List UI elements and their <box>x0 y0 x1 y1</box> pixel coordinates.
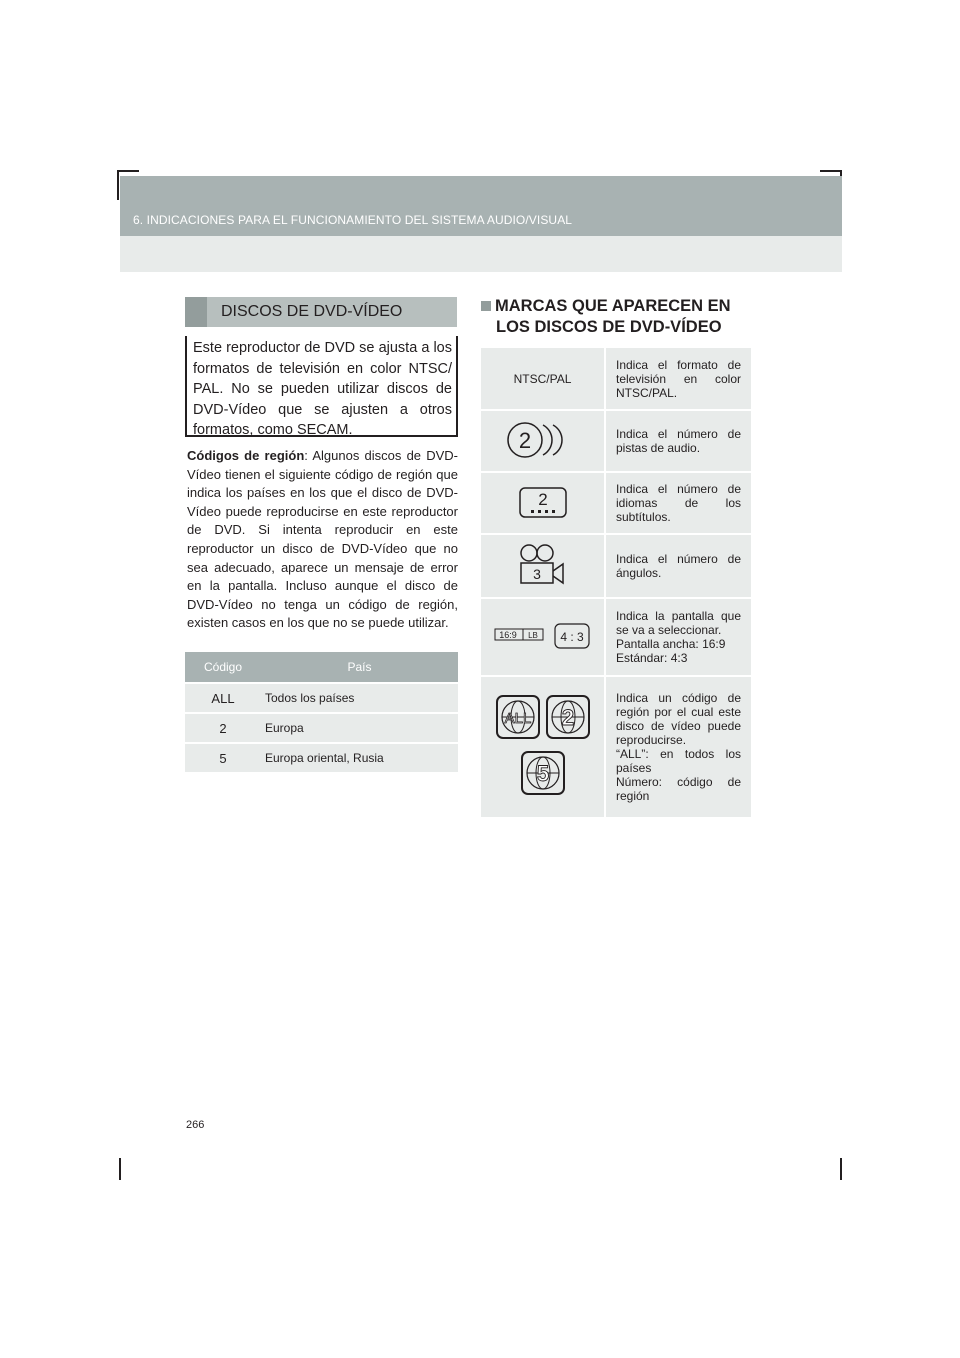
region-text: : Algunos discos de DVD-Vídeo tienen el siguiente código de región que indica los países en los que el disco de DVD-Vídeo puede reproducirse en este reproductor de DVD. Si intenta reproducir en este reproductor un disco de DVD-Vídeo que no sea adecuado, aparece un mensaje de error en la pantalla. Incluso aunque el disco de DVD-Vídeo no tenga un código de región, existen casos en los que no se puede utilizar. <box>187 448 458 631</box>
page-number: 266 <box>186 1119 205 1131</box>
camera-angles-icon <box>517 543 569 587</box>
column-header-country: País <box>261 652 458 683</box>
description-line: Estándar: 4:3 <box>616 651 688 665</box>
subtitles-icon <box>517 483 569 521</box>
globe-all-icon <box>497 696 539 738</box>
crop-mark <box>117 170 119 200</box>
crop-mark <box>119 1158 121 1180</box>
crop-mark <box>820 170 842 172</box>
intro-note: Este reproductor de DVD se ajusta a los formatos de televisión en color NTSC/ PAL. No se pueden utilizar discos de DVD-Vídeo que se ajusten a otros formatos, como SECAM. <box>185 336 458 437</box>
standard-label: 4 : 3 <box>559 629 584 644</box>
table-row <box>185 683 458 713</box>
header-subband <box>120 236 842 272</box>
region-label: Códigos de región <box>187 448 305 463</box>
chapter-title: 6. INDICACIONES PARA EL FUNCIONAMIENTO DEL SISTEMA AUDIO/VISUAL <box>133 213 573 227</box>
crop-mark <box>840 1158 842 1180</box>
table-row <box>481 676 751 818</box>
marks-heading <box>481 296 751 338</box>
code-cell: ALL <box>185 683 261 713</box>
table-row <box>481 348 751 410</box>
description-line: Pantalla ancha: 16:9 <box>616 637 726 651</box>
description-line: Número: código de región <box>616 775 741 803</box>
audio-tracks-number: 2 <box>518 427 531 453</box>
code-cell: 5 <box>185 743 261 773</box>
table-row <box>185 743 458 773</box>
widescreen-label: 16:9 <box>498 629 517 640</box>
square-bullet-icon <box>481 301 491 311</box>
mark-description <box>605 676 751 818</box>
table-row <box>185 713 458 743</box>
globe-all-label: ALL <box>504 709 531 727</box>
table-header-row <box>185 652 458 683</box>
description-line: Indica la pantalla que se va a seleccionar. <box>616 609 741 637</box>
country-cell: Europa oriental, Rusia <box>261 743 458 773</box>
globe-5-label: 5 <box>536 760 549 786</box>
audio-tracks-icon <box>503 418 583 462</box>
subtitles-number: 2 <box>537 489 548 509</box>
section-title-text: DISCOS DE DVD-VÍDEO <box>221 303 403 320</box>
screen-format-icon <box>493 620 593 652</box>
description-line: Indica un código de región por el cual este disco de vídeo puede reproducirse. <box>616 691 741 747</box>
region-table <box>185 652 458 774</box>
table-row <box>481 598 751 676</box>
angles-number: 3 <box>532 565 541 582</box>
country-cell: Todos los países <box>261 683 458 713</box>
ntsc-pal-mark: NTSC/PAL <box>481 348 605 410</box>
mark-description <box>605 598 751 676</box>
description-line: “ALL”: en todos los países <box>616 747 741 775</box>
region-globe-icon <box>493 694 593 798</box>
mark-description: Indica el número de pistas de audio. <box>605 410 751 472</box>
marks-heading-line1: MARCAS QUE APARECEN EN <box>495 297 731 315</box>
region-paragraph <box>187 447 458 633</box>
crop-mark <box>117 170 139 172</box>
table-row <box>481 534 751 598</box>
section-marker <box>185 297 207 327</box>
table-row <box>481 410 751 472</box>
section-title <box>185 297 457 327</box>
column-header-code: Código <box>185 652 261 683</box>
mark-description: Indica el número de idiomas de los subtítulos. <box>605 472 751 534</box>
country-cell: Europa <box>261 713 458 743</box>
marks-heading-line2: LOS DISCOS DE DVD-VÍDEO <box>496 318 722 336</box>
code-cell: 2 <box>185 713 261 743</box>
globe-2-icon <box>547 696 589 738</box>
marks-table <box>481 348 751 819</box>
globe-5-icon <box>522 752 564 794</box>
header-band <box>120 176 842 236</box>
mark-description: Indica el número de ángulos. <box>605 534 751 598</box>
letterbox-label: LB <box>527 630 538 640</box>
globe-2-label: 2 <box>561 704 574 730</box>
mark-description: Indica el formato de televisión en color NTSC/PAL. <box>605 348 751 410</box>
table-row <box>481 472 751 534</box>
